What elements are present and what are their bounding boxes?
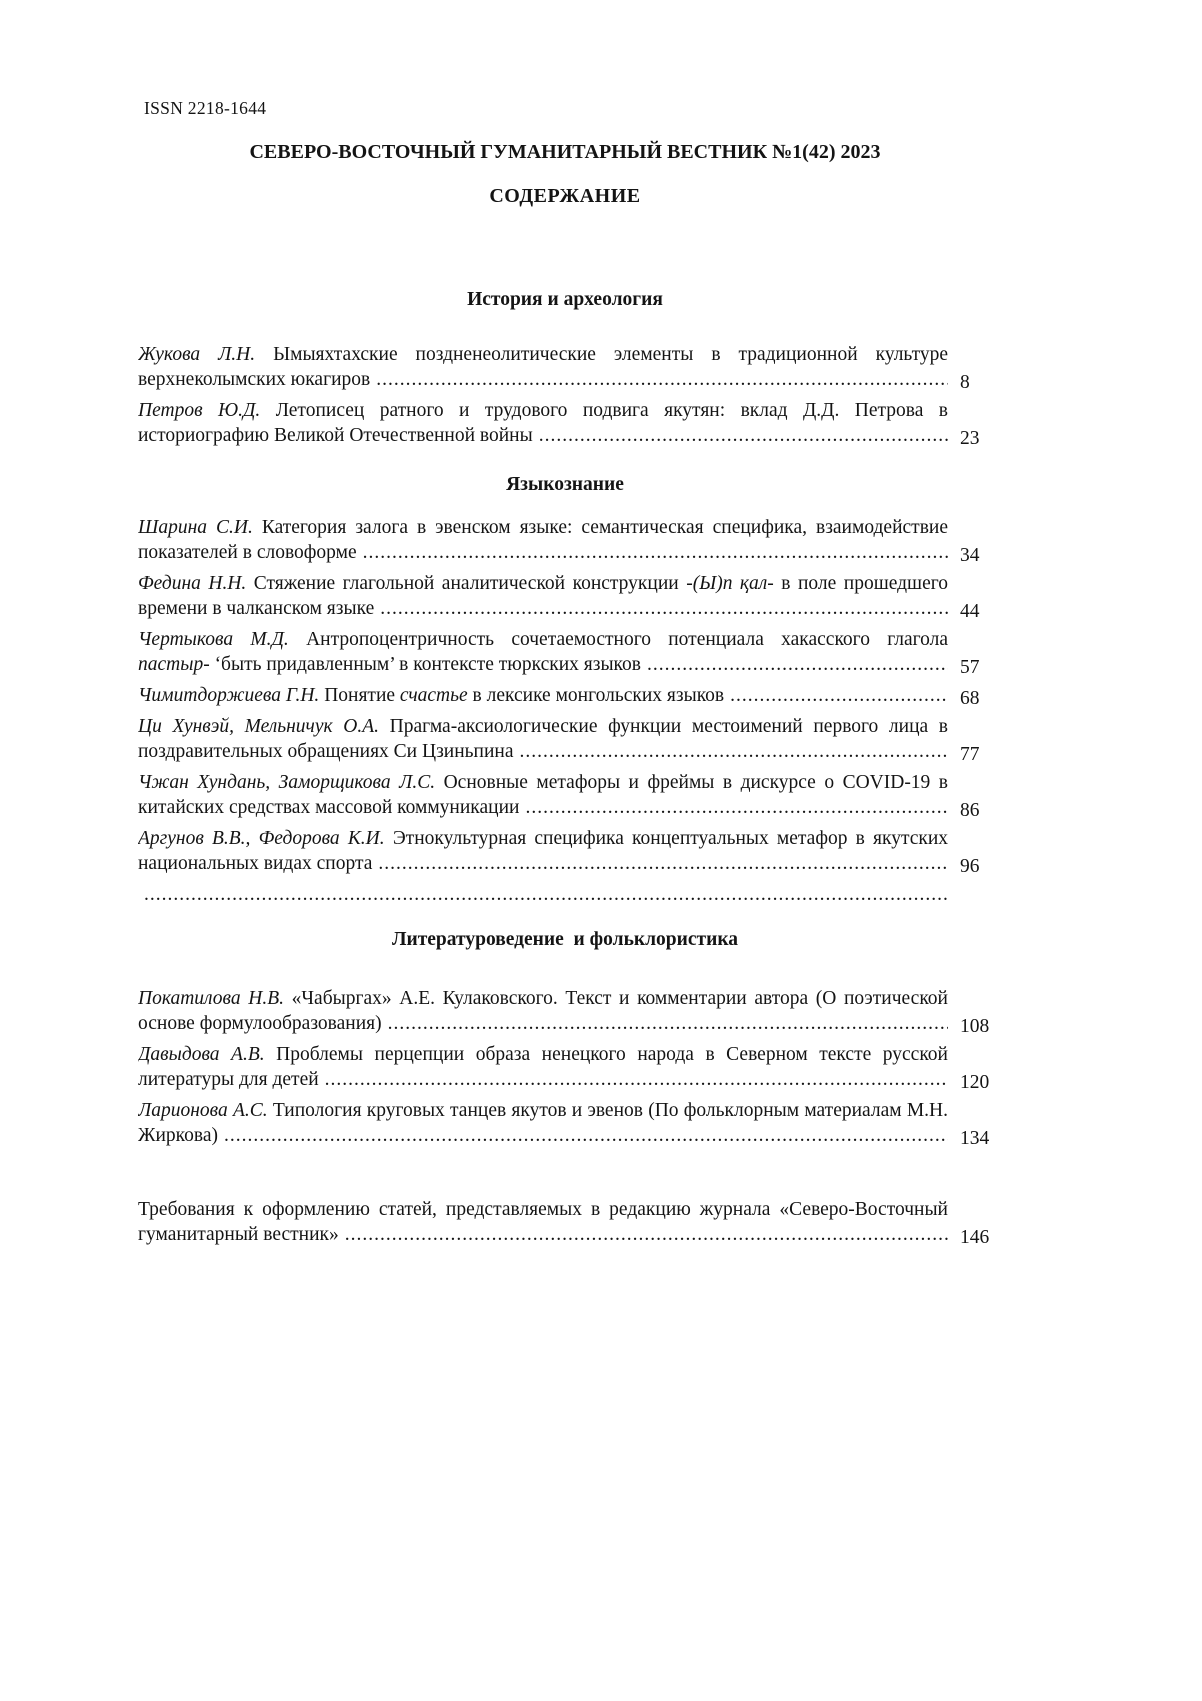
toc-entry [138,986,992,1036]
entry-text [138,627,948,677]
toc-entry [138,1197,992,1247]
entry-page-number: 108 [960,1016,990,1037]
entry-text [138,1197,948,1247]
entry-text [138,398,948,448]
toc-entry [138,1042,992,1092]
entry-title: Летописец ратного и трудового подвига якутян: вклад Д.Д. Петрова в историографию Великой Отечественной войны [138,400,948,446]
entry-author: Жукова Л.Н. [138,344,256,365]
entry-title: Типология круговых танцев якутов и эвенов (По фольклорным материалам М.Н. Жиркова) [138,1100,948,1146]
toc-entry [138,882,992,907]
journal-title: СЕВЕРО-ВОСТОЧНЫЙ ГУМАНИТАРНЫЙ ВЕСТНИК №1(42) 2023 [249,141,881,163]
entry-text [138,515,948,565]
contents-heading: СОДЕРЖАНИЕ [489,185,641,207]
entry-page-number: 23 [960,428,980,449]
entry-author: Чимитдоржиева Г.Н. [138,685,320,706]
section-submission-requirements [138,1197,992,1247]
toc-entry [138,398,992,448]
entry-page-number: 8 [960,372,970,393]
entry-title: Проблемы перцепции образа ненецкого народа в Северном тексте русской литературы для детей [138,1044,948,1090]
entry-author: Федина Н.Н. [138,573,247,594]
section-linguistics [138,472,992,907]
section-heading: История и археология [467,289,663,310]
entry-title: Категория залога в эвенском языке: семантическая специфика, взаимодействие показателей в словоформе [138,517,948,563]
entry-author: Петров Ю.Д. [138,400,261,421]
entry-author: Ларионова А.С. [138,1100,268,1121]
issn-label: ISSN 2218-1644 [144,98,267,118]
toc-entry [138,515,992,565]
entry-author: Шарина С.И. [138,517,253,538]
entry-text [138,683,948,708]
entry-page-number: 134 [960,1128,990,1149]
entry-page-number: 96 [960,856,980,877]
entry-text [138,1098,948,1148]
toc-entry [138,1098,992,1148]
entry-title: Требования к оформлению статей, представляемых в редакцию журнала «Северо-Восточный гуманитарный вестник» [138,1199,948,1245]
toc-entry [138,826,992,876]
entry-text [138,342,948,392]
entry-page-number: 68 [960,688,980,709]
entry-author: Чжан Хундань, Заморщикова Л.С. [138,772,436,793]
entry-page-number: 44 [960,601,980,622]
section-literature-folklore [138,927,992,1148]
toc-entry [138,714,992,764]
entry-title: Антропоцентричность сочетаемостного потенциала хакасского глагола пастыр- ‘быть придавленным’ в контексте тюркских языков [138,629,948,675]
toc-entry [138,683,992,708]
entry-title: Этнокультурная специфика концептуальных метафор в якутских национальных видах спорта [138,828,948,874]
entry-author: Давыдова А.В. [138,1044,265,1065]
entry-title: Ымыяхтахские поздненеолитические элементы в традиционной культуре верхнеколымских юкагиров [138,344,948,390]
toc-entry [138,342,992,392]
entry-author: Чертыкова М.Д. [138,629,289,650]
entry-text [138,826,948,876]
entry-title: Понятие счастье в лексике монгольских языков [324,685,725,706]
section-heading: Литературоведение и фольклористика [391,929,739,950]
entry-page-number: 146 [960,1227,990,1248]
entry-page-number: 86 [960,800,980,821]
entry-title: Основные метафоры и фреймы в дискурсе о COVID-19 в китайских средствах массовой коммуникации [138,772,948,818]
toc-entry [138,770,992,820]
toc-content [138,0,992,1247]
entry-page-number: 34 [960,545,980,566]
toc-entry [138,571,992,621]
entry-text [138,986,948,1036]
section-heading: Языкознание [506,474,624,495]
entry-page-number: 77 [960,744,980,765]
entry-page-number: 57 [960,657,980,678]
entry-text [138,1042,948,1092]
entry-title: «Чабыргах» А.Е. Кулаковского. Текст и комментарии автора (О поэтической основе формулообразования) [138,988,948,1034]
entry-title: Прагма-аксиологические функции местоимений первого лица в поздравительных обращениях Си Цзиньпина [138,716,948,762]
entry-author: Аргунов В.В., Федорова К.И. [138,828,385,849]
entry-page-number: 120 [960,1072,990,1093]
entry-author: Покатилова Н.В. [138,988,284,1009]
section-history-archaeology [138,287,992,448]
entry-text [138,770,948,820]
entry-author: Ци Хунвэй, Мельничук О.А. [138,716,379,737]
entry-text [138,571,948,621]
entry-text [138,714,948,764]
toc-entry [138,627,992,677]
entry-text [138,882,948,907]
entry-title: Стяжение глагольной аналитической конструкции -(Ы)п қал- в поле прошедшего времени в чалканском языке [138,573,948,619]
